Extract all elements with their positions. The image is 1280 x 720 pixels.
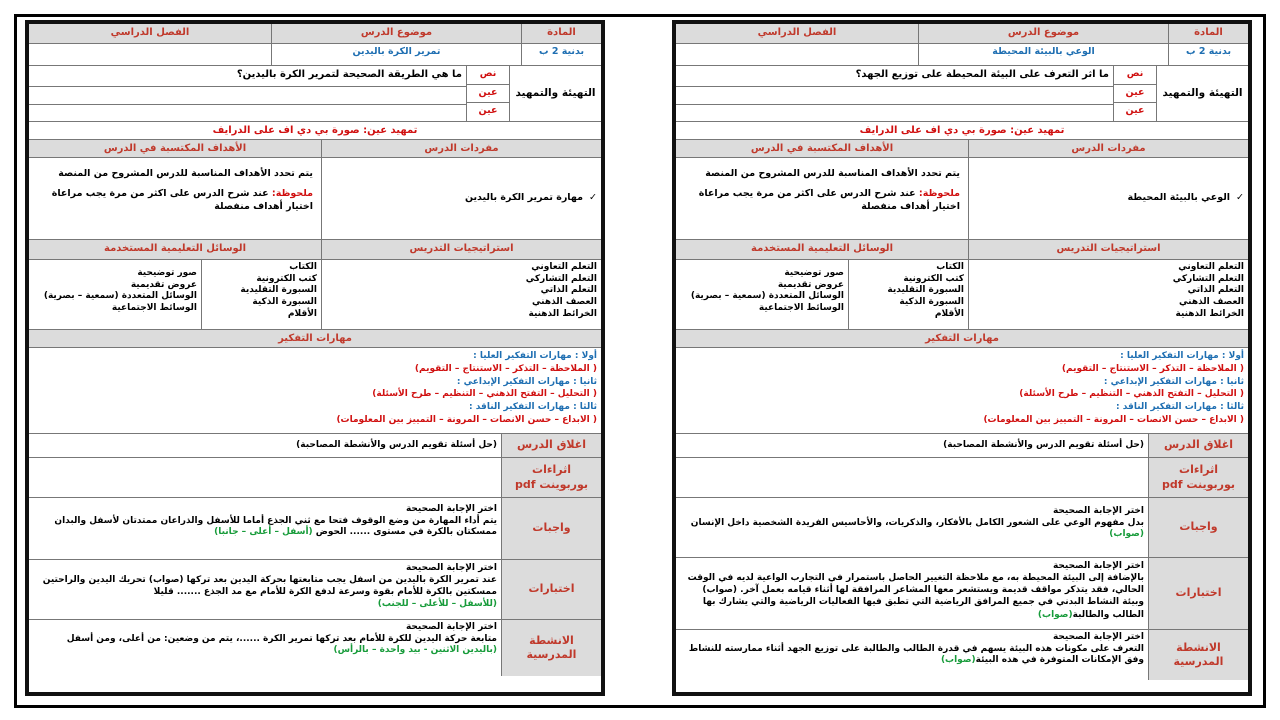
tool-item: السبورة الذكية bbox=[252, 297, 317, 308]
intro-tags bbox=[466, 66, 509, 121]
tool-item: الكتاب bbox=[289, 262, 317, 272]
vocab-goals-body bbox=[676, 158, 1248, 240]
vocab-cell bbox=[968, 158, 1248, 239]
strategies-list bbox=[968, 260, 1248, 329]
thinking-header bbox=[676, 330, 1248, 348]
thinking-1-title: أولا : مهارات التفكير العليا : bbox=[473, 351, 597, 361]
tool-item: الكتاب bbox=[936, 262, 964, 272]
strategies-label: استراتيجيات التدريس bbox=[321, 240, 601, 259]
tool-item: الأقلام bbox=[287, 308, 317, 319]
lesson-plan-environment bbox=[672, 20, 1252, 696]
tool-item: الوسائل المتعددة (سمعية – بصرية) bbox=[690, 291, 844, 302]
note-text: عند شرح الدرس على اكثر من مرة يجب مراعاة اختيار أهداف منفصلة bbox=[698, 188, 960, 212]
strategies-list bbox=[321, 260, 601, 329]
thinking-1-items: ( الملاحظة – التذكر – الاستنتاج – التقويم) bbox=[414, 363, 597, 374]
header-values-row bbox=[676, 44, 1248, 66]
tamheed-text: تمهيد عين: صورة بي دي اف على الدرايف bbox=[859, 125, 1065, 136]
homework-title: اختر الإجابة الصحيحة bbox=[1052, 506, 1144, 516]
vocab-item: الوعي بالبيئة المحيطة bbox=[1127, 192, 1231, 204]
tool-item: الوسائط الاجتماعية bbox=[111, 303, 197, 314]
intro-label: التهيئة والتمهيد bbox=[1156, 66, 1248, 121]
activities-title: اختر الإجابة الصحيحة bbox=[1052, 632, 1144, 642]
vocab-goals-header bbox=[676, 140, 1248, 158]
tools-list-b bbox=[676, 260, 848, 329]
strategies-tools-header bbox=[676, 240, 1248, 260]
enrich-cell bbox=[501, 458, 601, 497]
header-values-row bbox=[29, 44, 601, 66]
note bbox=[37, 188, 313, 213]
strategy-item: التعلم التشاركي bbox=[525, 273, 597, 284]
tools-label: الوسائل التعليمية المستخدمة bbox=[676, 240, 968, 259]
strategy-item: العصف الذهني bbox=[1179, 297, 1244, 308]
vocab-item: مهارة تمرير الكرة باليدين bbox=[464, 192, 584, 204]
activities-label: الانشطة المدرسية bbox=[1148, 630, 1248, 680]
thinking-2-title: ثانيا : مهارات التفكير الإبداعي : bbox=[1103, 376, 1244, 387]
strategy-item: التعلم التعاوني bbox=[1178, 262, 1244, 272]
homework-answer: (صواب) bbox=[1109, 529, 1144, 540]
enrich-label: اثراءات bbox=[1179, 463, 1218, 477]
note-text: عند شرح الدرس على اكثر من مرة يجب مراعاة اختيار أهداف منفصلة bbox=[51, 188, 313, 212]
goals-text: يتم تحدد الأهداف المناسبة للدرس المشروح من المنصة bbox=[705, 168, 960, 179]
homework-row bbox=[29, 498, 601, 560]
strategy-item: الخرائط الذهنية bbox=[528, 308, 597, 319]
tamheed-row bbox=[29, 122, 601, 140]
note-label: ملحوظة: bbox=[918, 188, 960, 200]
thinking-header bbox=[29, 330, 601, 348]
tools-label: الوسائل التعليمية المستخدمة bbox=[29, 240, 321, 259]
vocab-label: مفردات الدرس bbox=[968, 140, 1248, 157]
intro-lines bbox=[29, 66, 466, 121]
enrich-row bbox=[676, 458, 1248, 498]
header-labels-row bbox=[29, 24, 601, 44]
tool-item: الوسائط الاجتماعية bbox=[758, 303, 844, 314]
vocab-cell bbox=[321, 158, 601, 239]
strategy-item: التعلم الذاتي bbox=[1187, 285, 1244, 296]
activities-row bbox=[29, 620, 601, 676]
homework-text: يتم أداء المهارة من وضع الوقوف فتحا مع ثني الجذع أماما للأسفل والذراعان ممتدتان لأسفل والبدان ممسكتان بالكرة في مستوى ...... الحوض bbox=[54, 515, 497, 538]
thinking-body bbox=[676, 348, 1248, 434]
test-row bbox=[676, 558, 1248, 630]
goals-cell bbox=[29, 158, 321, 239]
goals-label: الأهداف المكتسبة في الدرس bbox=[676, 140, 968, 157]
thinking-cell bbox=[29, 348, 601, 433]
semester-label: الفصل الدراسي bbox=[676, 24, 918, 43]
vocab-goals-body bbox=[29, 158, 601, 240]
tamheed-row bbox=[676, 122, 1248, 140]
activities-label: الانشطة المدرسية bbox=[501, 620, 601, 676]
check-icon: ✓ bbox=[1236, 192, 1244, 204]
tool-item: السبورة التقليدية bbox=[887, 285, 964, 296]
strategy-item: التعلم التعاوني bbox=[531, 262, 597, 272]
test-answer: (للأسفل – للأعلى – للجنب) bbox=[377, 599, 497, 610]
thinking-1-items: ( الملاحظة – التذكر – الاستنتاج – التقويم) bbox=[1061, 363, 1244, 374]
topic-label: موضوع الدرس bbox=[271, 24, 521, 43]
tamheed-text: تمهيد عين: صورة بي دي اف على الدرايف bbox=[212, 125, 418, 136]
homework-label: واجبات bbox=[501, 498, 601, 559]
semester-value bbox=[29, 44, 271, 65]
closing-label: اغلاق الدرس bbox=[1148, 434, 1248, 457]
intro-tags bbox=[1113, 66, 1156, 121]
thinking-1-title: أولا : مهارات التفكير العليا : bbox=[1120, 351, 1244, 361]
strategy-item: التعلم التشاركي bbox=[1172, 273, 1244, 284]
strategies-tools-body bbox=[676, 260, 1248, 330]
intro-row bbox=[676, 66, 1248, 122]
goals-label: الأهداف المكتسبة في الدرس bbox=[29, 140, 321, 157]
test-cell bbox=[676, 558, 1148, 629]
activities-cell bbox=[29, 620, 501, 676]
thinking-3-title: ثالثا : مهارات التفكير الناقد : bbox=[1116, 402, 1244, 413]
closing-label: اغلاق الدرس bbox=[501, 434, 601, 457]
ain-tag-2: عين bbox=[1125, 105, 1145, 117]
tools-list-b bbox=[29, 260, 201, 329]
activities-cell bbox=[676, 630, 1148, 680]
strategy-item: التعلم الذاتي bbox=[540, 285, 597, 296]
closing-text: (حل أسئلة تقويم الدرس والأنشطة المصاحبة) bbox=[296, 439, 497, 450]
topic-value: الوعي بالبيئة المحيطة bbox=[918, 44, 1168, 65]
homework-text: بدل مفهوم الوعي على الشعور الكامل بالأفكار، والذكريات، والأحاسيس الفريدة الشخصية داخل الإنسان bbox=[690, 517, 1144, 528]
strategies-label: استراتيجيات التدريس bbox=[968, 240, 1248, 259]
strategies-tools-body bbox=[29, 260, 601, 330]
check-icon: ✓ bbox=[589, 192, 597, 204]
tool-item: عروض تقديمية bbox=[777, 279, 844, 290]
thinking-3-items: ( الابداع – حسن الانصات – المرونة – التمييز بين المعلومات) bbox=[336, 414, 597, 425]
semester-value bbox=[676, 44, 918, 65]
lesson-plan-passing bbox=[25, 20, 605, 696]
tool-item: السبورة التقليدية bbox=[240, 285, 317, 296]
semester-label: الفصل الدراسي bbox=[29, 24, 271, 43]
tool-item: كتب الكترونية bbox=[256, 273, 317, 284]
vocab-label: مفردات الدرس bbox=[321, 140, 601, 157]
thinking-3-items: ( الابداع – حسن الانصات – المرونة – التمييز بين المعلومات) bbox=[983, 414, 1244, 425]
test-cell bbox=[29, 560, 501, 619]
thinking-2-items: ( التحليل – التفتح الذهني – التنظيم – طرح الأسئلة) bbox=[372, 389, 597, 400]
intro-question: ما هي الطريقة الصحيحة لتمرير الكرة باليدين؟ bbox=[29, 66, 466, 87]
closing-text: (حل أسئلة تقويم الدرس والأنشطة المصاحبة) bbox=[943, 439, 1144, 450]
homework-row bbox=[676, 498, 1248, 558]
activities-answer: (باليدين الاثنين - بيد واحدة – بالرأس) bbox=[333, 645, 497, 656]
test-text: عند تمرير الكرة باليدين من اسفل يجب متابعتها بحركة اليدين بعد تركها (صواب) تحريك اليدين والراحتين ممسكتين بالكرة للأمام بقوة وسرعة لدفع الكرة للأمام مع مد الجذع ....... قليلا bbox=[42, 575, 497, 598]
homework-label: واجبات bbox=[1148, 498, 1248, 557]
test-row bbox=[29, 560, 601, 620]
thinking-label: مهارات التفكير bbox=[29, 330, 601, 347]
nass-tag: نص bbox=[1114, 66, 1156, 85]
tool-item: الوسائل المتعددة (سمعية – بصرية) bbox=[43, 291, 197, 302]
intro-lines bbox=[676, 66, 1113, 121]
tool-item: عروض تقديمية bbox=[130, 279, 197, 290]
test-answer: (صواب) bbox=[1037, 609, 1073, 620]
note bbox=[684, 188, 960, 213]
note-label: ملحوظة: bbox=[271, 188, 313, 200]
intro-label: التهيئة والتمهيد bbox=[509, 66, 601, 121]
thinking-body bbox=[29, 348, 601, 434]
tool-item: صور توضيحية bbox=[784, 268, 844, 278]
intro-question: ما اثر التعرف على البيئة المحيطة على توزيع الجهد؟ bbox=[676, 66, 1113, 87]
tool-item: السبورة الذكية bbox=[899, 297, 964, 308]
tools-list-a bbox=[848, 260, 968, 329]
closing-row bbox=[676, 434, 1248, 458]
strategy-item: الخرائط الذهنية bbox=[1175, 308, 1244, 319]
activities-row bbox=[676, 630, 1248, 680]
goals-text: يتم تحدد الأهداف المناسبة للدرس المشروح من المنصة bbox=[58, 168, 313, 179]
thinking-cell bbox=[676, 348, 1248, 433]
activities-title: اختر الإجابة الصحيحة bbox=[405, 622, 497, 632]
strategy-item: العصف الذهني bbox=[532, 297, 597, 308]
tool-item: كتب الكترونية bbox=[903, 273, 964, 284]
test-label: اختبارات bbox=[501, 560, 601, 619]
thinking-label: مهارات التفكير bbox=[676, 330, 1248, 347]
header-labels-row bbox=[676, 24, 1248, 44]
topic-value: تمرير الكرة باليدين bbox=[271, 44, 521, 65]
subject-value: بدنية 2 ب bbox=[1168, 44, 1248, 65]
activities-answer: (صواب) bbox=[940, 655, 976, 666]
enrich-row bbox=[29, 458, 601, 498]
ain-tag-2: عين bbox=[478, 105, 498, 117]
thinking-2-items: ( التحليل – التفتح الذهني – التنظيم – طرح الأسئلة) bbox=[1019, 389, 1244, 400]
activities-text: متابعة حركة اليدين للكرة للأمام بعد تركها تمرير الكرة ......، يتم من وضعين: من أعلى، ومن أسفل bbox=[66, 633, 497, 644]
test-label: اختبارات bbox=[1148, 558, 1248, 629]
homework-cell bbox=[676, 498, 1148, 557]
ain-tag-1: عين bbox=[467, 85, 509, 104]
test-title: اختر الإجابة الصحيحة bbox=[1052, 561, 1144, 571]
intro-row bbox=[29, 66, 601, 122]
enrich-content bbox=[29, 458, 501, 497]
nass-tag: نص bbox=[467, 66, 509, 85]
enrich-value: بوربوينت pdf bbox=[514, 477, 589, 491]
thinking-3-title: ثالثا : مهارات التفكير الناقد : bbox=[469, 402, 597, 413]
homework-cell bbox=[29, 498, 501, 559]
subject-label: المادة bbox=[521, 24, 601, 43]
enrich-label: اثراءات bbox=[532, 463, 571, 477]
homework-answer: (أسفل – أعلى – جانبا) bbox=[214, 527, 313, 538]
topic-label: موضوع الدرس bbox=[918, 24, 1168, 43]
enrich-content bbox=[676, 458, 1148, 497]
test-text: بالإضافة إلى البيئة المحيطة به، مع ملاحظة التغيير الحاصل باستمرار في التجارب الواعية لديه في الوقت الحالي، فقد يتذكر مواقف قديمة ويستشعر معها المشاعر المرافقة لها أثناء قيامه بعمل آخر. (صواب) وبيئة النشاط البدني في جميع المرافق الرياضية التي تطبق فيها الفعاليات الرياضية والتي يشارك بها الطالب والطالبة bbox=[687, 573, 1144, 620]
subject-label: المادة bbox=[1168, 24, 1248, 43]
homework-title: اختر الإجابة الصحيحة bbox=[405, 504, 497, 514]
activities-text: التعرف على مكونات هذه البيئة يسهم في قدرة الطالب والطالبة على توزيع الجهد أثناء ممارسته للنشاط وفق الإمكانات المتوفرة في هذه البيئة bbox=[688, 643, 1144, 666]
ain-tag-1: عين bbox=[1114, 85, 1156, 104]
thinking-2-title: ثانيا : مهارات التفكير الإبداعي : bbox=[456, 376, 597, 387]
closing-row bbox=[29, 434, 601, 458]
subject-value: بدنية 2 ب bbox=[521, 44, 601, 65]
enrich-cell bbox=[1148, 458, 1248, 497]
vocab-goals-header bbox=[29, 140, 601, 158]
tool-item: صور توضيحية bbox=[137, 268, 197, 278]
tool-item: الأقلام bbox=[934, 308, 964, 319]
enrich-value: بوربوينت pdf bbox=[1161, 477, 1236, 491]
goals-cell bbox=[676, 158, 968, 239]
strategies-tools-header bbox=[29, 240, 601, 260]
test-title: اختر الإجابة الصحيحة bbox=[405, 563, 497, 573]
tools-list-a bbox=[201, 260, 321, 329]
